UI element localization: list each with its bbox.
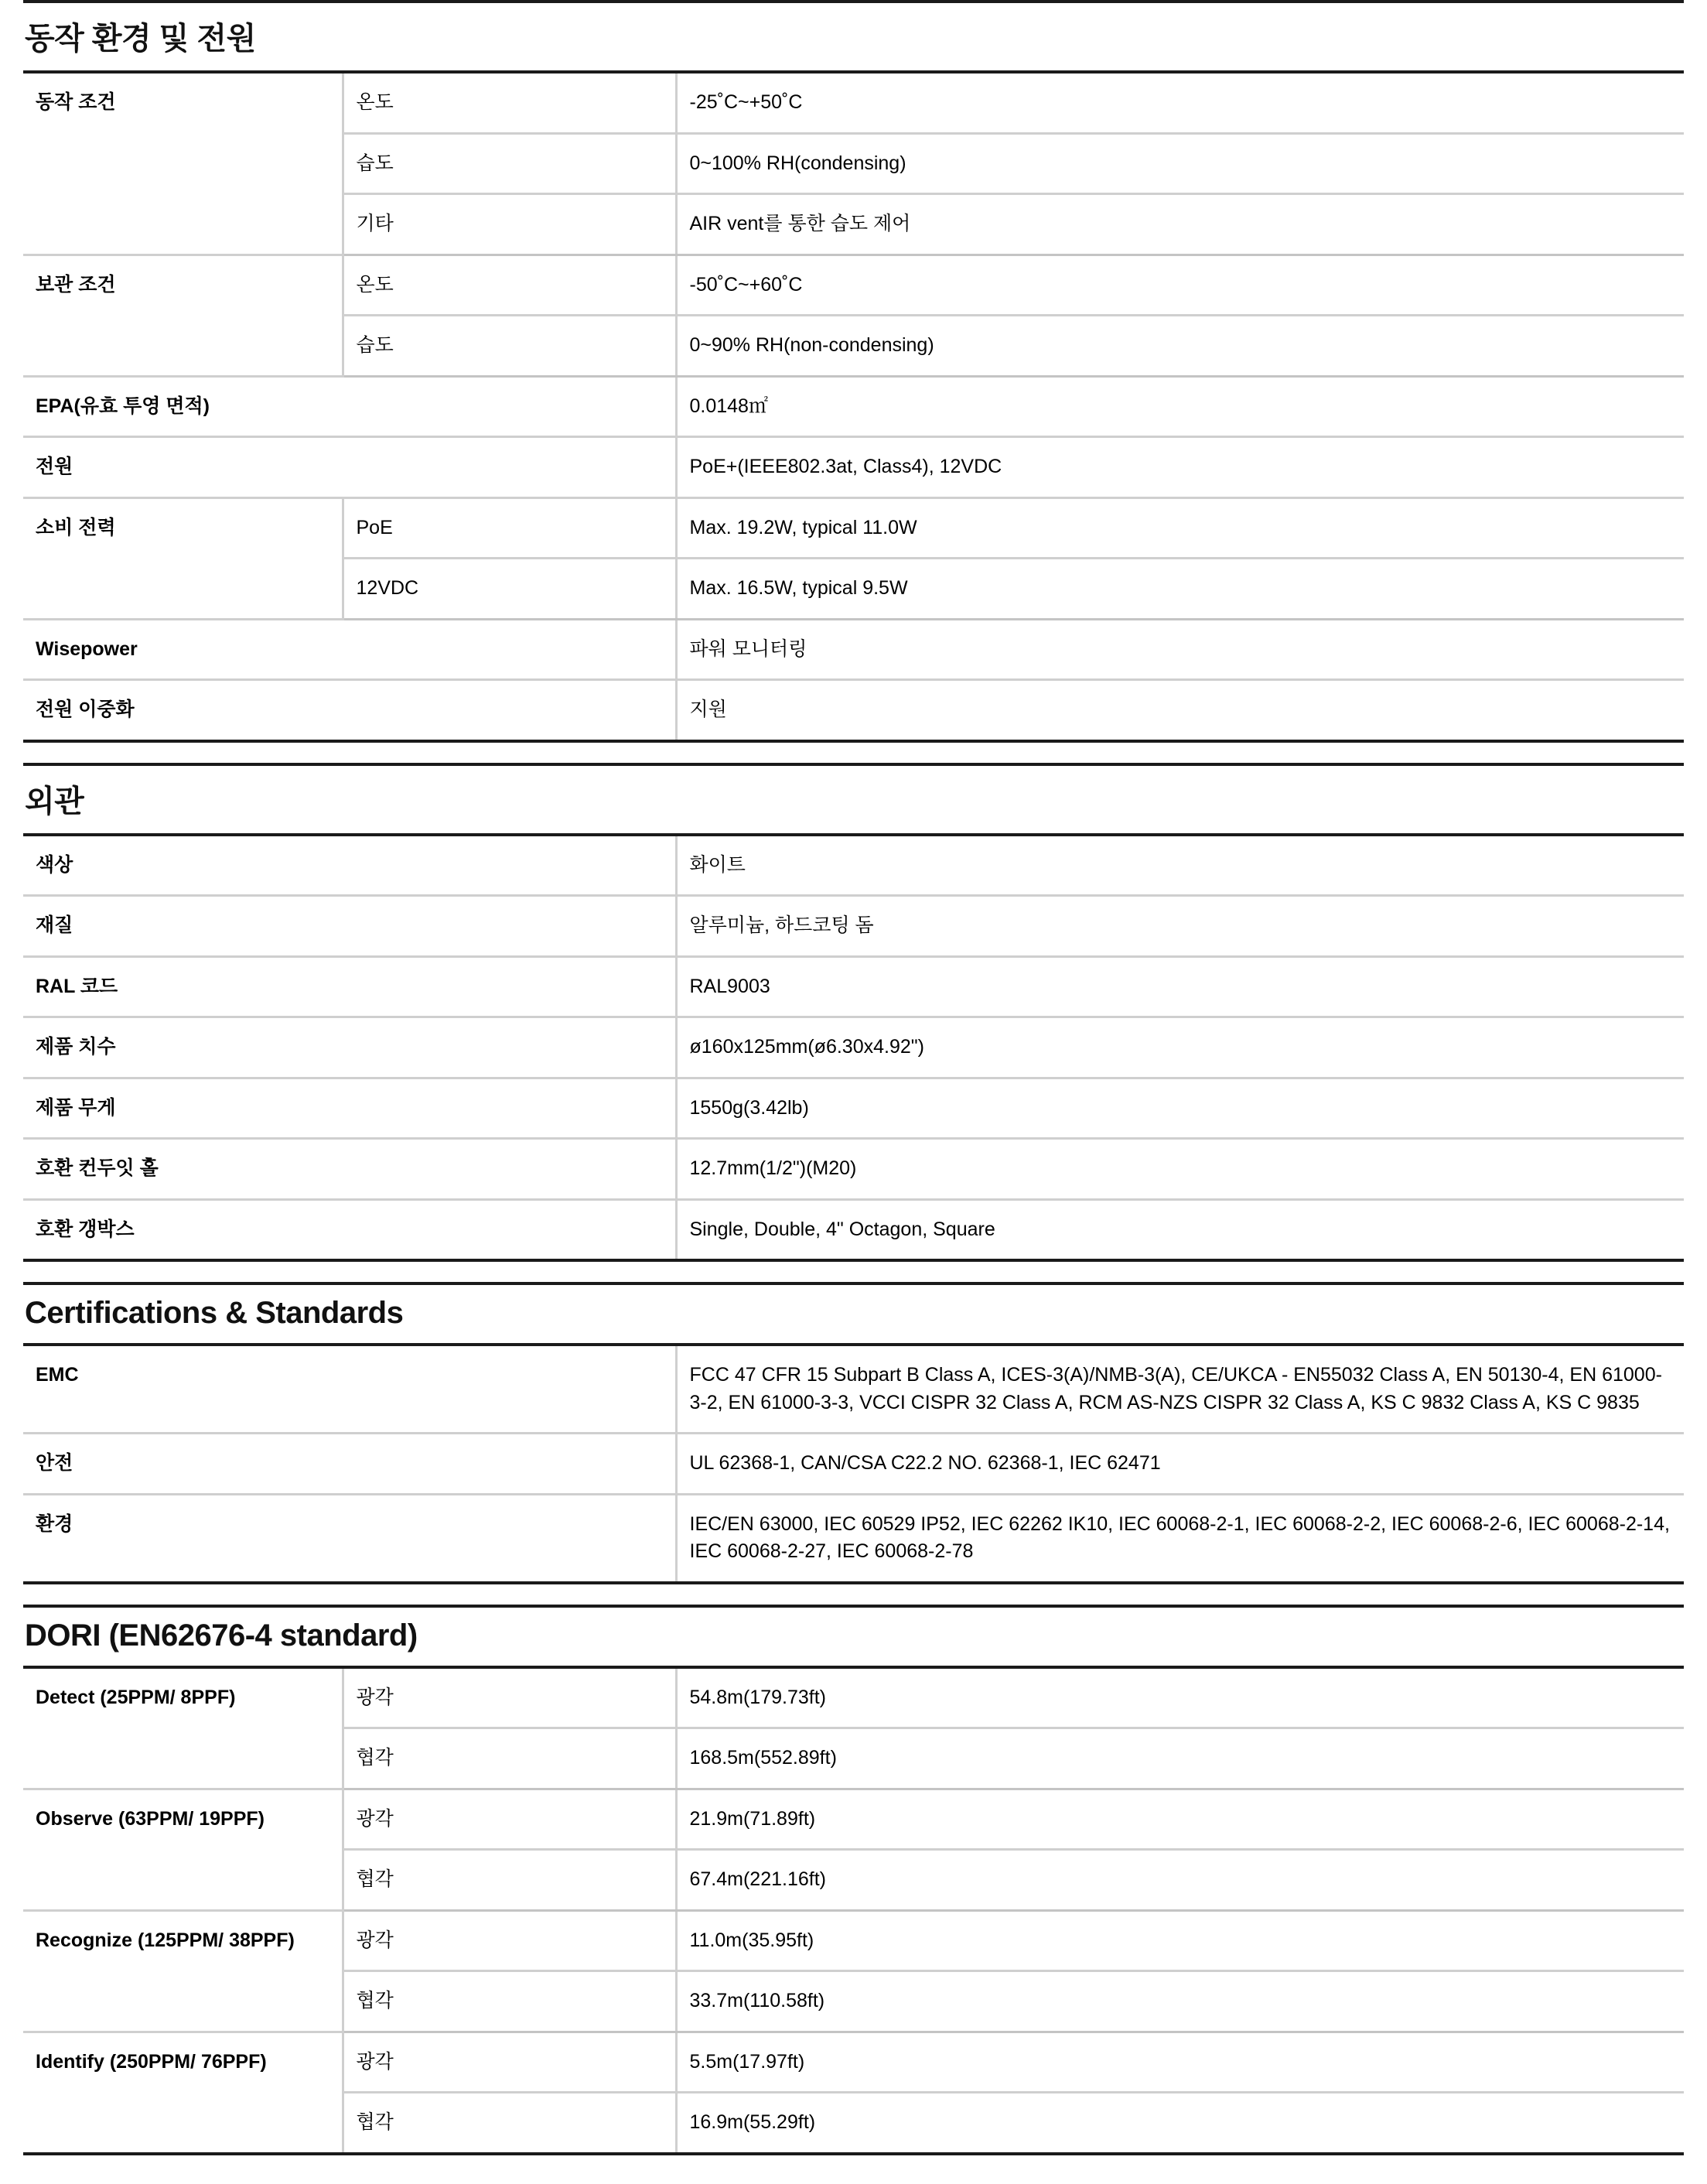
row-value: 1550g(3.42lb): [676, 1078, 1684, 1139]
section-title: DORI (EN62676-4 standard): [25, 1618, 418, 1653]
row-value: 0~100% RH(condensing): [676, 133, 1684, 194]
table-row: [23, 1494, 1684, 1583]
table-row: [23, 1078, 1684, 1139]
row-group-label: Detect (25PPM/ 8PPF): [23, 1667, 343, 1789]
section-title: Certifications & Standards: [25, 1296, 404, 1330]
table-row: [23, 2032, 1684, 2093]
section-gap: [23, 743, 1684, 763]
row-sub-label: PoE: [343, 497, 676, 559]
row-group-label: Observe (63PPM/ 19PPF): [23, 1789, 343, 1910]
spec-table: [23, 1666, 1684, 2155]
row-value: Single, Double, 4" Octagon, Square: [676, 1199, 1684, 1260]
table-row: [23, 1789, 1684, 1850]
table-row: [23, 1345, 1684, 1434]
row-group-label: 소비 전력: [23, 497, 343, 619]
row-value: 33.7m(110.58ft): [676, 1971, 1684, 2032]
table-row: [23, 437, 1684, 498]
row-label: EMC: [23, 1345, 676, 1434]
section-gap: [23, 1584, 1684, 1605]
row-value: -25˚C~+50˚C: [676, 72, 1684, 133]
row-sub-label: 온도: [343, 72, 676, 133]
row-label: EPA(유효 투영 면적): [23, 376, 676, 437]
table-row: [23, 1199, 1684, 1260]
row-value: 0~90% RH(non-condensing): [676, 316, 1684, 377]
row-sub-label: 습도: [343, 316, 676, 377]
table-row: [23, 72, 1684, 133]
row-value: 0.0148㎡: [676, 376, 1684, 437]
row-value: -50˚C~+60˚C: [676, 255, 1684, 316]
row-value: 12.7mm(1/2")(M20): [676, 1139, 1684, 1200]
row-group-label: Recognize (125PPM/ 38PPF): [23, 1910, 343, 2032]
row-label: 제품 무게: [23, 1078, 676, 1139]
row-value: 파워 모니터링: [676, 619, 1684, 680]
row-value: FCC 47 CFR 15 Subpart B Class A, ICES-3(A)/NMB-3(A), CE/UKCA - EN55032 Class A, EN 50130-4, EN 61000-3-2, EN 61000-3-3, VCCI CISPR 32 Class A, RCM AS-NZS CISPR 32 Class A, KS C 9832 Class A, KS C 9835: [676, 1345, 1684, 1434]
row-sub-label: 협각: [343, 1850, 676, 1911]
row-sub-label: 습도: [343, 133, 676, 194]
row-value: 지원: [676, 680, 1684, 741]
row-sub-label: 협각: [343, 1971, 676, 2032]
row-label: 제품 치수: [23, 1017, 676, 1078]
spec-table: [23, 70, 1684, 743]
row-label: 전원: [23, 437, 676, 498]
section-title: 동작 환경 및 전원: [25, 22, 256, 56]
row-label: 안전: [23, 1434, 676, 1495]
row-sub-label: 광각: [343, 1789, 676, 1850]
table-row: [23, 497, 1684, 559]
row-label: 호환 갱박스: [23, 1199, 676, 1260]
row-sub-label: 기타: [343, 194, 676, 255]
table-row: [23, 1910, 1684, 1971]
spec-sections: [23, 0, 1684, 2155]
row-value: AIR vent를 통한 습도 제어: [676, 194, 1684, 255]
section-certifications: [23, 1282, 1684, 1584]
row-value: 168.5m(552.89ft): [676, 1728, 1684, 1789]
row-label: 재질: [23, 896, 676, 957]
row-label: 호환 컨두잇 홀: [23, 1139, 676, 1200]
section-dori: [23, 1605, 1684, 2155]
row-label: 색상: [23, 835, 676, 896]
table-row: [23, 1667, 1684, 1728]
row-value: Max. 16.5W, typical 9.5W: [676, 559, 1684, 620]
row-label: RAL 코드: [23, 956, 676, 1017]
section-appearance: [23, 763, 1684, 1263]
row-value: Max. 19.2W, typical 11.0W: [676, 497, 1684, 559]
row-value: IEC/EN 63000, IEC 60529 IP52, IEC 62262 IK10, IEC 60068-2-1, IEC 60068-2-2, IEC 60068-2-6, IEC 60068-2-14, IEC 60068-2-27, IEC 60068-2-78: [676, 1494, 1684, 1583]
table-row: [23, 1017, 1684, 1078]
row-value: 알루미늄, 하드코팅 돔: [676, 896, 1684, 957]
section-gap: [23, 1262, 1684, 1282]
row-value: PoE+(IEEE802.3at, Class4), 12VDC: [676, 437, 1684, 498]
row-value: 67.4m(221.16ft): [676, 1850, 1684, 1911]
row-value: 5.5m(17.97ft): [676, 2032, 1684, 2093]
row-group-label: Identify (250PPM/ 76PPF): [23, 2032, 343, 2154]
table-row: [23, 1434, 1684, 1495]
row-label: 전원 이중화: [23, 680, 676, 741]
row-value: 21.9m(71.89ft): [676, 1789, 1684, 1850]
table-row: [23, 255, 1684, 316]
row-label: 환경: [23, 1494, 676, 1583]
table-row: [23, 835, 1684, 896]
section-environment-power: [23, 0, 1684, 743]
row-sub-label: 12VDC: [343, 559, 676, 620]
section-title: 외관: [25, 784, 84, 819]
table-row: [23, 619, 1684, 680]
table-row: [23, 376, 1684, 437]
spec-table: [23, 1343, 1684, 1584]
row-value: 54.8m(179.73ft): [676, 1667, 1684, 1728]
row-sub-label: 온도: [343, 255, 676, 316]
table-row: [23, 956, 1684, 1017]
row-value: 11.0m(35.95ft): [676, 1910, 1684, 1971]
row-sub-label: 협각: [343, 2093, 676, 2154]
table-row: [23, 896, 1684, 957]
row-value: RAL9003: [676, 956, 1684, 1017]
row-label: Wisepower: [23, 619, 676, 680]
row-group-label: 동작 조건: [23, 72, 343, 255]
row-value: UL 62368-1, CAN/CSA C22.2 NO. 62368-1, IEC 62471: [676, 1434, 1684, 1495]
row-sub-label: 협각: [343, 1728, 676, 1789]
row-sub-label: 광각: [343, 1910, 676, 1971]
spec-table: [23, 833, 1684, 1263]
table-row: [23, 680, 1684, 741]
row-sub-label: 광각: [343, 1667, 676, 1728]
row-sub-label: 광각: [343, 2032, 676, 2093]
row-value: ø160x125mm(ø6.30x4.92"): [676, 1017, 1684, 1078]
row-group-label: 보관 조건: [23, 255, 343, 376]
table-row: [23, 1139, 1684, 1200]
row-value: 16.9m(55.29ft): [676, 2093, 1684, 2154]
row-value: 화이트: [676, 835, 1684, 896]
